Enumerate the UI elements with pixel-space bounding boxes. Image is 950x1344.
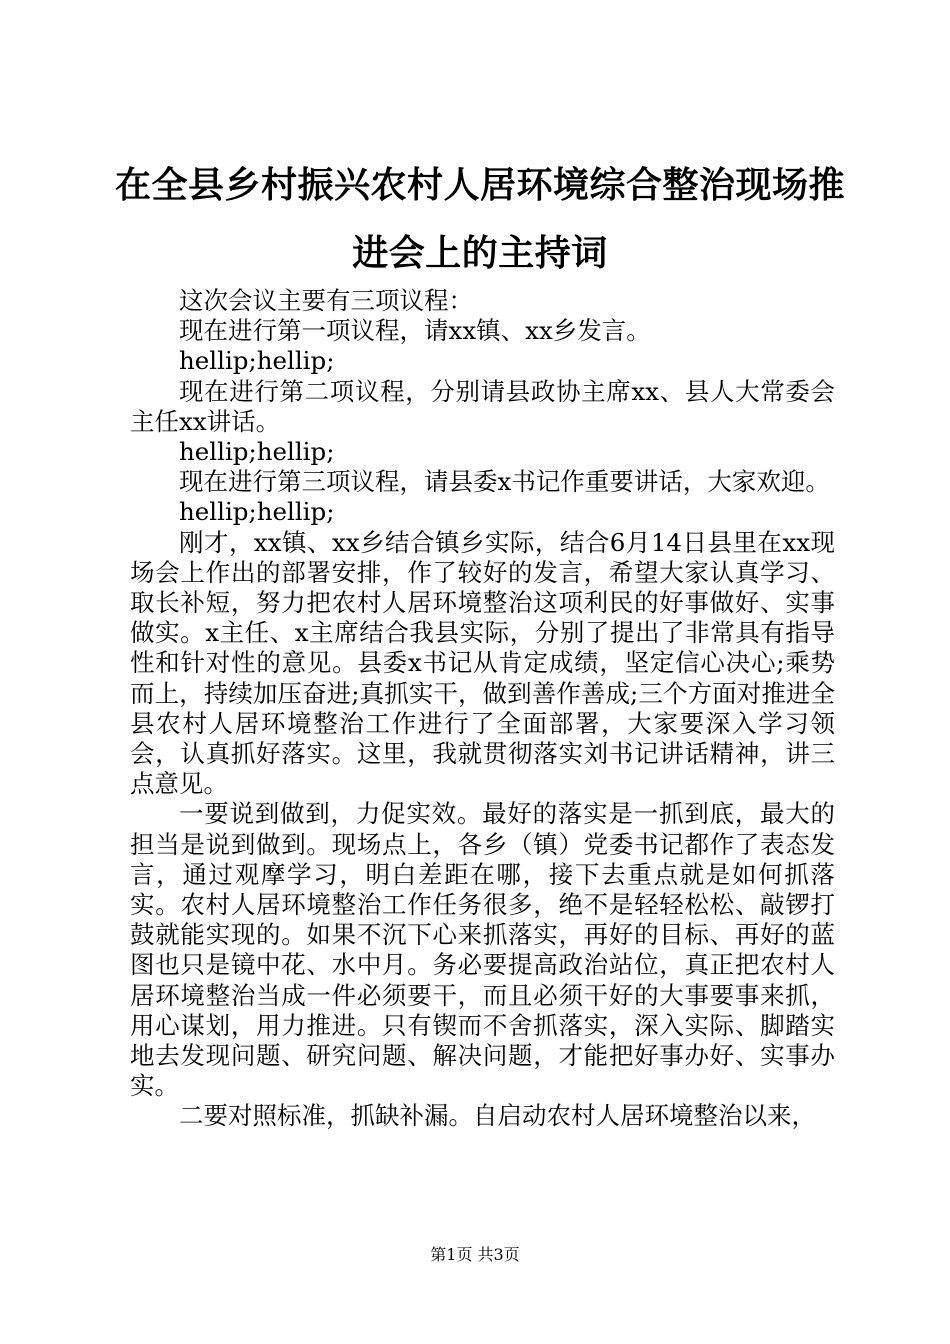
paragraph: 一要说到做到，力促实效。最好的落实是一抓到底，最大的担当是说到做到。现场点上，各乡（镇）党委书记都作了表态发言，通过观摩学习，明白差距在哪，接下去重点就是如何抓落实。农村人居环境整治工作任务很多，绝不是轻轻松松、敲锣打鼓就能实现的。如果不沉下心来抓落实，再好的目标、再好的蓝图也只是镜中花、水中月。务必要提高政治站位，真正把农村人居环境整治当成一件必须要干，而且必须干好的大事要事来抓，用心谋划，用力推进。只有锲而不舍抓落实，深入实际、脚踏实地去发现问题、研究问题、解决问题，才能把好事办好、实事办实。 — [130, 799, 835, 1101]
paragraph: 现在进行第一项议程，请xx镇、xx乡发言。 — [179, 316, 651, 346]
paragraph: hellip;hellip; — [179, 497, 335, 527]
paragraph: 现在进行第三项议程，请县委x书记作重要讲话，大家欢迎。 — [179, 467, 830, 497]
paragraph: 这次会议主要有三项议程： — [179, 286, 473, 315]
paragraph: hellip;hellip; — [179, 346, 335, 376]
paragraph: 刚才，xx镇、xx乡结合镇乡实际，结合6月14日县里在xx现场会上作出的部署安排，作了较好的发言，希望大家认真学习、取长补短，努力把农村人居环境整治这项利民的好事做好、实事做实。x主任、x主席结合我县实际，分别了提出了非常具有指导性和针对性的意见。县委x书记从肯定成绩，坚定信心决心;乘势而上，持续加压奋进;真抓实干，做到善作善成;三个方面对推进全县农村人居环境整治工作进行了全面部署，大家要深入学习领会，认真抓好落实。这里，我就贯彻落实刘书记讲话精神，讲三点意见。 — [130, 527, 835, 799]
paragraph: 现在进行第二项议程，分别请县政协主席xx、县人大常委会主任xx讲话。 — [130, 376, 835, 436]
page-number-footer: 第1页 共3页 — [430, 1245, 520, 1264]
document-title: 在全县乡村振兴农村人居环境综合整治现场推进会上的主持词 — [114, 165, 845, 274]
document-body — [130, 286, 835, 1132]
paragraph: 二要对照标准，抓缺补漏。自启动农村人居环境整治以来， — [179, 1101, 816, 1131]
paragraph: hellip;hellip; — [179, 437, 335, 467]
